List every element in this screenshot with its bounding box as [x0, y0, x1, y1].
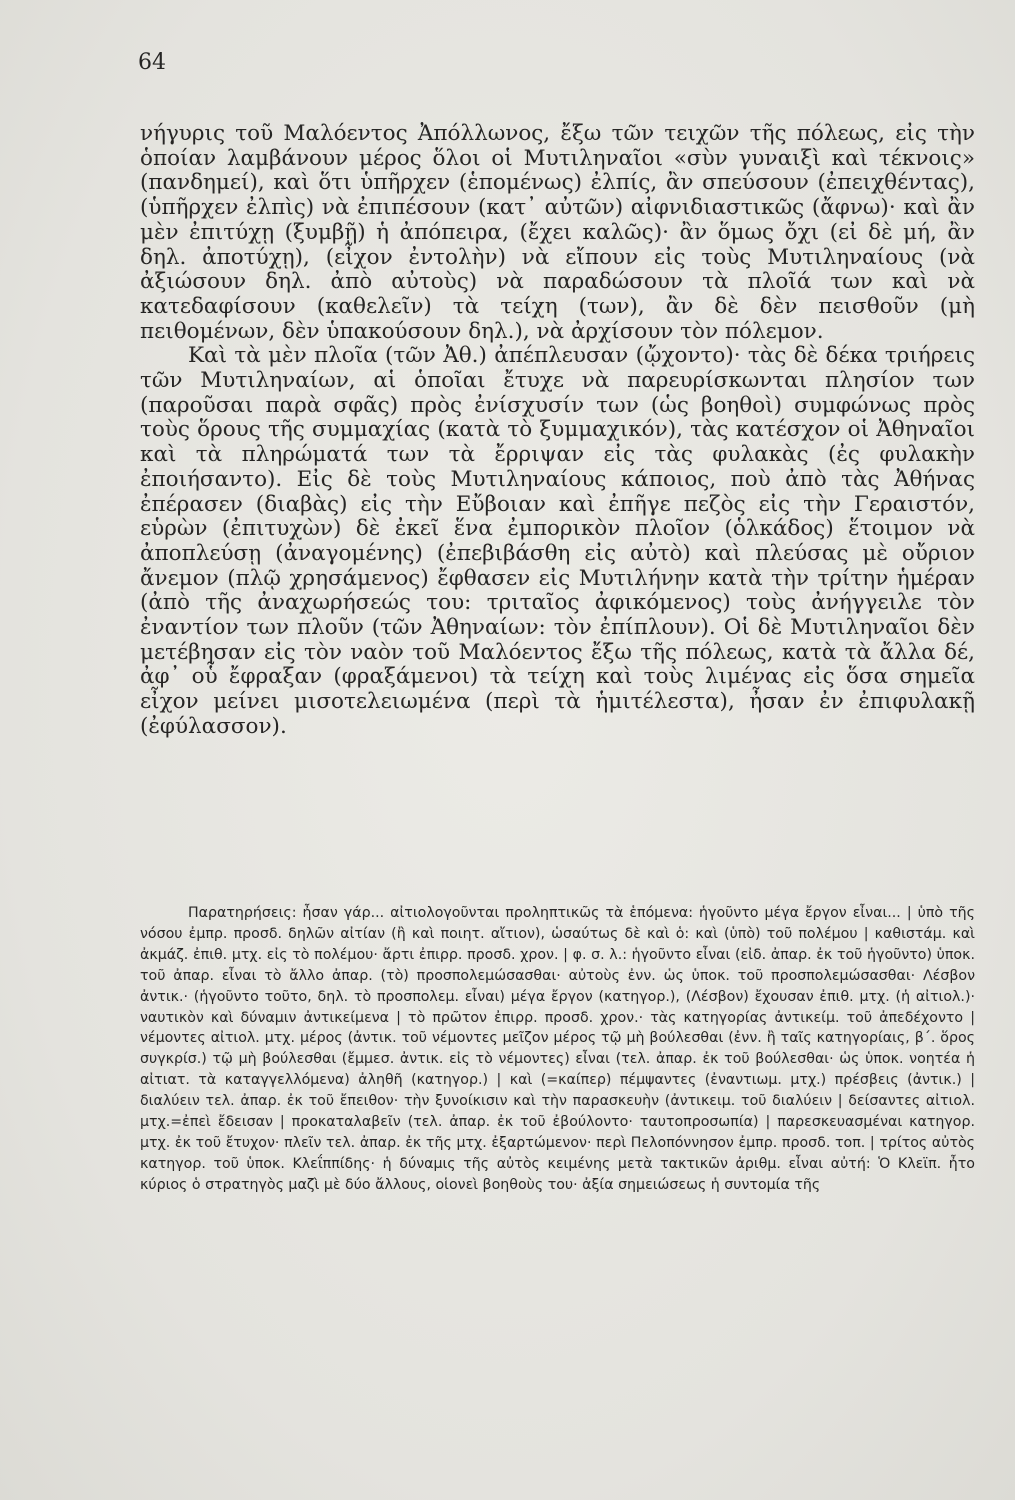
main-paragraph-1: νήγυρις τοῦ Μαλόεντος Ἀπόλλωνος, ἔξω τῶν τειχῶν τῆς πόλεως, εἰς τὴν ὁποίαν λαμβάνουν μέρος ὅλοι οἱ Μυτιληναῖοι «σὺν γυναιξὶ καὶ τέκνοις» (πανδημεί), καὶ ὅτι ὑπῆρχεν (ἑπομένως) ἐλπίς, ἂν σπεύσουν (ἐπειχθέντας), (ὑπῆρχεν ἐλπὶς) νὰ ἐπιπέσουν (κατ᾽ αὐτῶν) αἰφνιδιαστικῶς (ἄφνω)· καὶ ἂν μὲν ἐπιτύχῃ (ξυμβῇ) ἡ ἀπόπειρα, (ἔχει καλῶς)· ἂν ὅμως ὄχι (εἰ δὲ μή, ἂν δηλ. ἀποτύχῃ), (εἶχον ἐντολὴν) νὰ εἴπουν εἰς τοὺς Μυτιληναίους (νὰ ἀξιώσουν δηλ. ἀπὸ αὐτοὺς) νὰ παραδώσουν τὰ πλοῖά των καὶ νὰ κατεδαφίσουν (καθελεῖν) τὰ τείχη (των), ἂν δὲ δὲν πεισθοῦν (μὴ πειθομένων, δὲν ὑπακούσουν δηλ.), νὰ ἀρχίσουν τὸν πόλεμον. — [140, 121, 975, 344]
main-text-block — [140, 122, 975, 740]
page-number: 64 — [138, 50, 166, 75]
notes-block — [140, 903, 975, 1196]
main-paragraph-2: Καὶ τὰ μὲν πλοῖα (τῶν Ἀθ.) ἀπέπλευσαν (ᾤχοντο)· τὰς δὲ δέκα τριήρεις τῶν Μυτιληναίων, αἱ ὁποῖαι ἔτυχε νὰ παρευρίσκωνται πλησίον των (παροῦσαι παρὰ σφᾶς) πρὸς ἐνίσχυσίν των (ὡς βοηθοὶ) συμφώνως πρὸς τοὺς ὅρους τῆς συμμαχίας (κατὰ τὸ ξυμμαχικόν), τὰς κατέσχον οἱ Ἀθηναῖοι καὶ τὰ πληρώματά των τὰ ἔρριψαν εἰς τὰς φυλακὰς (ἐς φυλακὴν ἐποιήσαντο). Εἰς δὲ τοὺς Μυτιληναίους κάποιος, ποὺ ἀπὸ τὰς Ἀθήνας ἐπέρασεν (διαβὰς) εἰς τὴν Εὔβοιαν καὶ ἐπῆγε πεζὸς εἰς τὴν Γεραιστόν, εὑρὼν (ἐπιτυχὼν) δὲ ἐκεῖ ἕνα ἐμπορικὸν πλοῖον (ὁλκάδος) ἕτοιμον νὰ ἀποπλεύσῃ (ἀναγομένης) (ἐπεβιβάσθη εἰς αὐτὸ) καὶ πλεύσας μὲ οὔριον ἄνεμον (πλῷ χρησάμενος) ἔφθασεν εἰς Μυτιλήνην κατὰ τὴν τρίτην ἡμέραν (ἀπὸ τῆς ἀναχωρήσεώς του: τριταῖος ἀφικόμενος) τοὺς ἀνήγγειλε τὸν ἐναντίον των πλοῦν (τῶν Ἀθηναίων: τὸν ἐπίπλουν). Οἱ δὲ Μυτιληναῖοι δὲν μετέβησαν εἰς τὸν ναὸν τοῦ Μαλόεντος ἔξω τῆς πόλεως, κατὰ τὰ ἄλλα δέ, ἀφ᾽ οὗ ἔφραξαν (φραξάμενοι) τὰ τείχη καὶ τοὺς λιμένας εἰς ὅσα σημεῖα εἶχον μείνει μισοτελειωμένα (περὶ τὰ ἡμιτέλεστα), ἦσαν ἐν ἐπιφυλακῇ (ἐφύλασσον). — [140, 343, 975, 739]
notes-paragraph: Παρατηρήσεις: ἦσαν γάρ... αἰτιολογοῦνται προληπτικῶς τὰ ἑπόμενα: ἡγοῦντο μέγα ἔργον εἶναι... | ὑπὸ τῆς νόσου ἐμπρ. προσδ. δηλῶν αἰτίαν (ἢ καὶ ποιητ. αἴτιον), ὡσαύτως δὲ καὶ ὁ: καὶ (ὑπὸ) τοῦ πολέμου | καθιστάμ. καὶ ἀκμάζ. ἐπιθ. μτχ. εἰς τὸ πολέμου· ἄρτι ἐπιρρ. προσδ. χρον. | φ. σ. λ.: ἡγοῦντο εἶναι (εἰδ. ἀπαρ. ἐκ τοῦ ἡγοῦντο) ὑποκ. τοῦ ἀπαρ. εἶναι τὸ ἄλλο ἀπαρ. (τὸ) προσπολεμώσασθαι· αὐτοὺς ἐνν. ὡς ὑποκ. τοῦ προσπολεμώσασθαι· Λέσβον ἀντικ.· (ἡγοῦντο τοῦτο, δηλ. τὸ προσπολεμ. εἶναι) μέγα ἔργον (κατηγορ.), (Λέσβον) ἔχουσαν ἐπιθ. μτχ. (ἡ αἰτιολ.)· ναυτικὸν καὶ δύναμιν ἀντικείμενα | τὸ πρῶτον ἐπιρρ. προσδ. χρον.· τὰς κατηγορίας ἀντικείμ. τοῦ ἀπεδέχοντο | νέμοντες αἰτιολ. μτχ. μέρος (ἀντικ. τοῦ νέμοντες μεῖζον μέρος τῷ μὴ βούλεσθαι (ἐνν. ἢ ταῖς κατηγορίαις, β΄. ὅρος συγκρίσ.) τῷ μὴ βούλεσθαι (ἔμμεσ. ἀντικ. εἰς τὸ νέμοντες) εἶναι (τελ. ἀπαρ. ἐκ τοῦ βούλεσθαι· ὡς ὑποκ. νοητέα ἡ αἰτιατ. τὰ καταγγελλόμενα) ἀληθῆ (κατηγορ.) | καὶ (=καίπερ) πέμψαντες (ἐναντιωμ. μτχ.) πρέσβεις (ἀντικ.) | διαλύειν τελ. ἀπαρ. ἐκ τοῦ ἔπειθον· τὴν ξυνοίκισιν καὶ τὴν παρασκευὴν (ἀντικειμ. τοῦ διαλύειν | δείσαντες αἰτιολ. μτχ.=ἐπεὶ ἔδεισαν | προκαταλαβεῖν (τελ. ἀπαρ. ἐκ τοῦ ἐβούλοντο· ταυτοπροσωπία) | παρεσκευασμέναι κατηγορ. μτχ. ἐκ τοῦ ἔτυχον· πλεῖν τελ. ἀπαρ. ἐκ τῆς μτχ. ἐξαρτώμενον· περὶ Πελοπόννησον ἐμπρ. προσδ. τοπ. | τρίτος αὐτὸς κατηγορ. τοῦ ὑποκ. Κλεΐππίδης· ἡ δύναμις τῆς αὐτὸς κειμένης μετὰ τακτικῶν ἀριθμ. εἶναι αὐτή: Ὁ Κλεϊπ. ἦτο κύριος ὁ στρατηγὸς μαζὶ μὲ δύο ἄλλους, οἱονεὶ βοηθοὺς του· ἀξία σημειώσεως ἡ συντομία τῆς — [140, 905, 975, 1193]
